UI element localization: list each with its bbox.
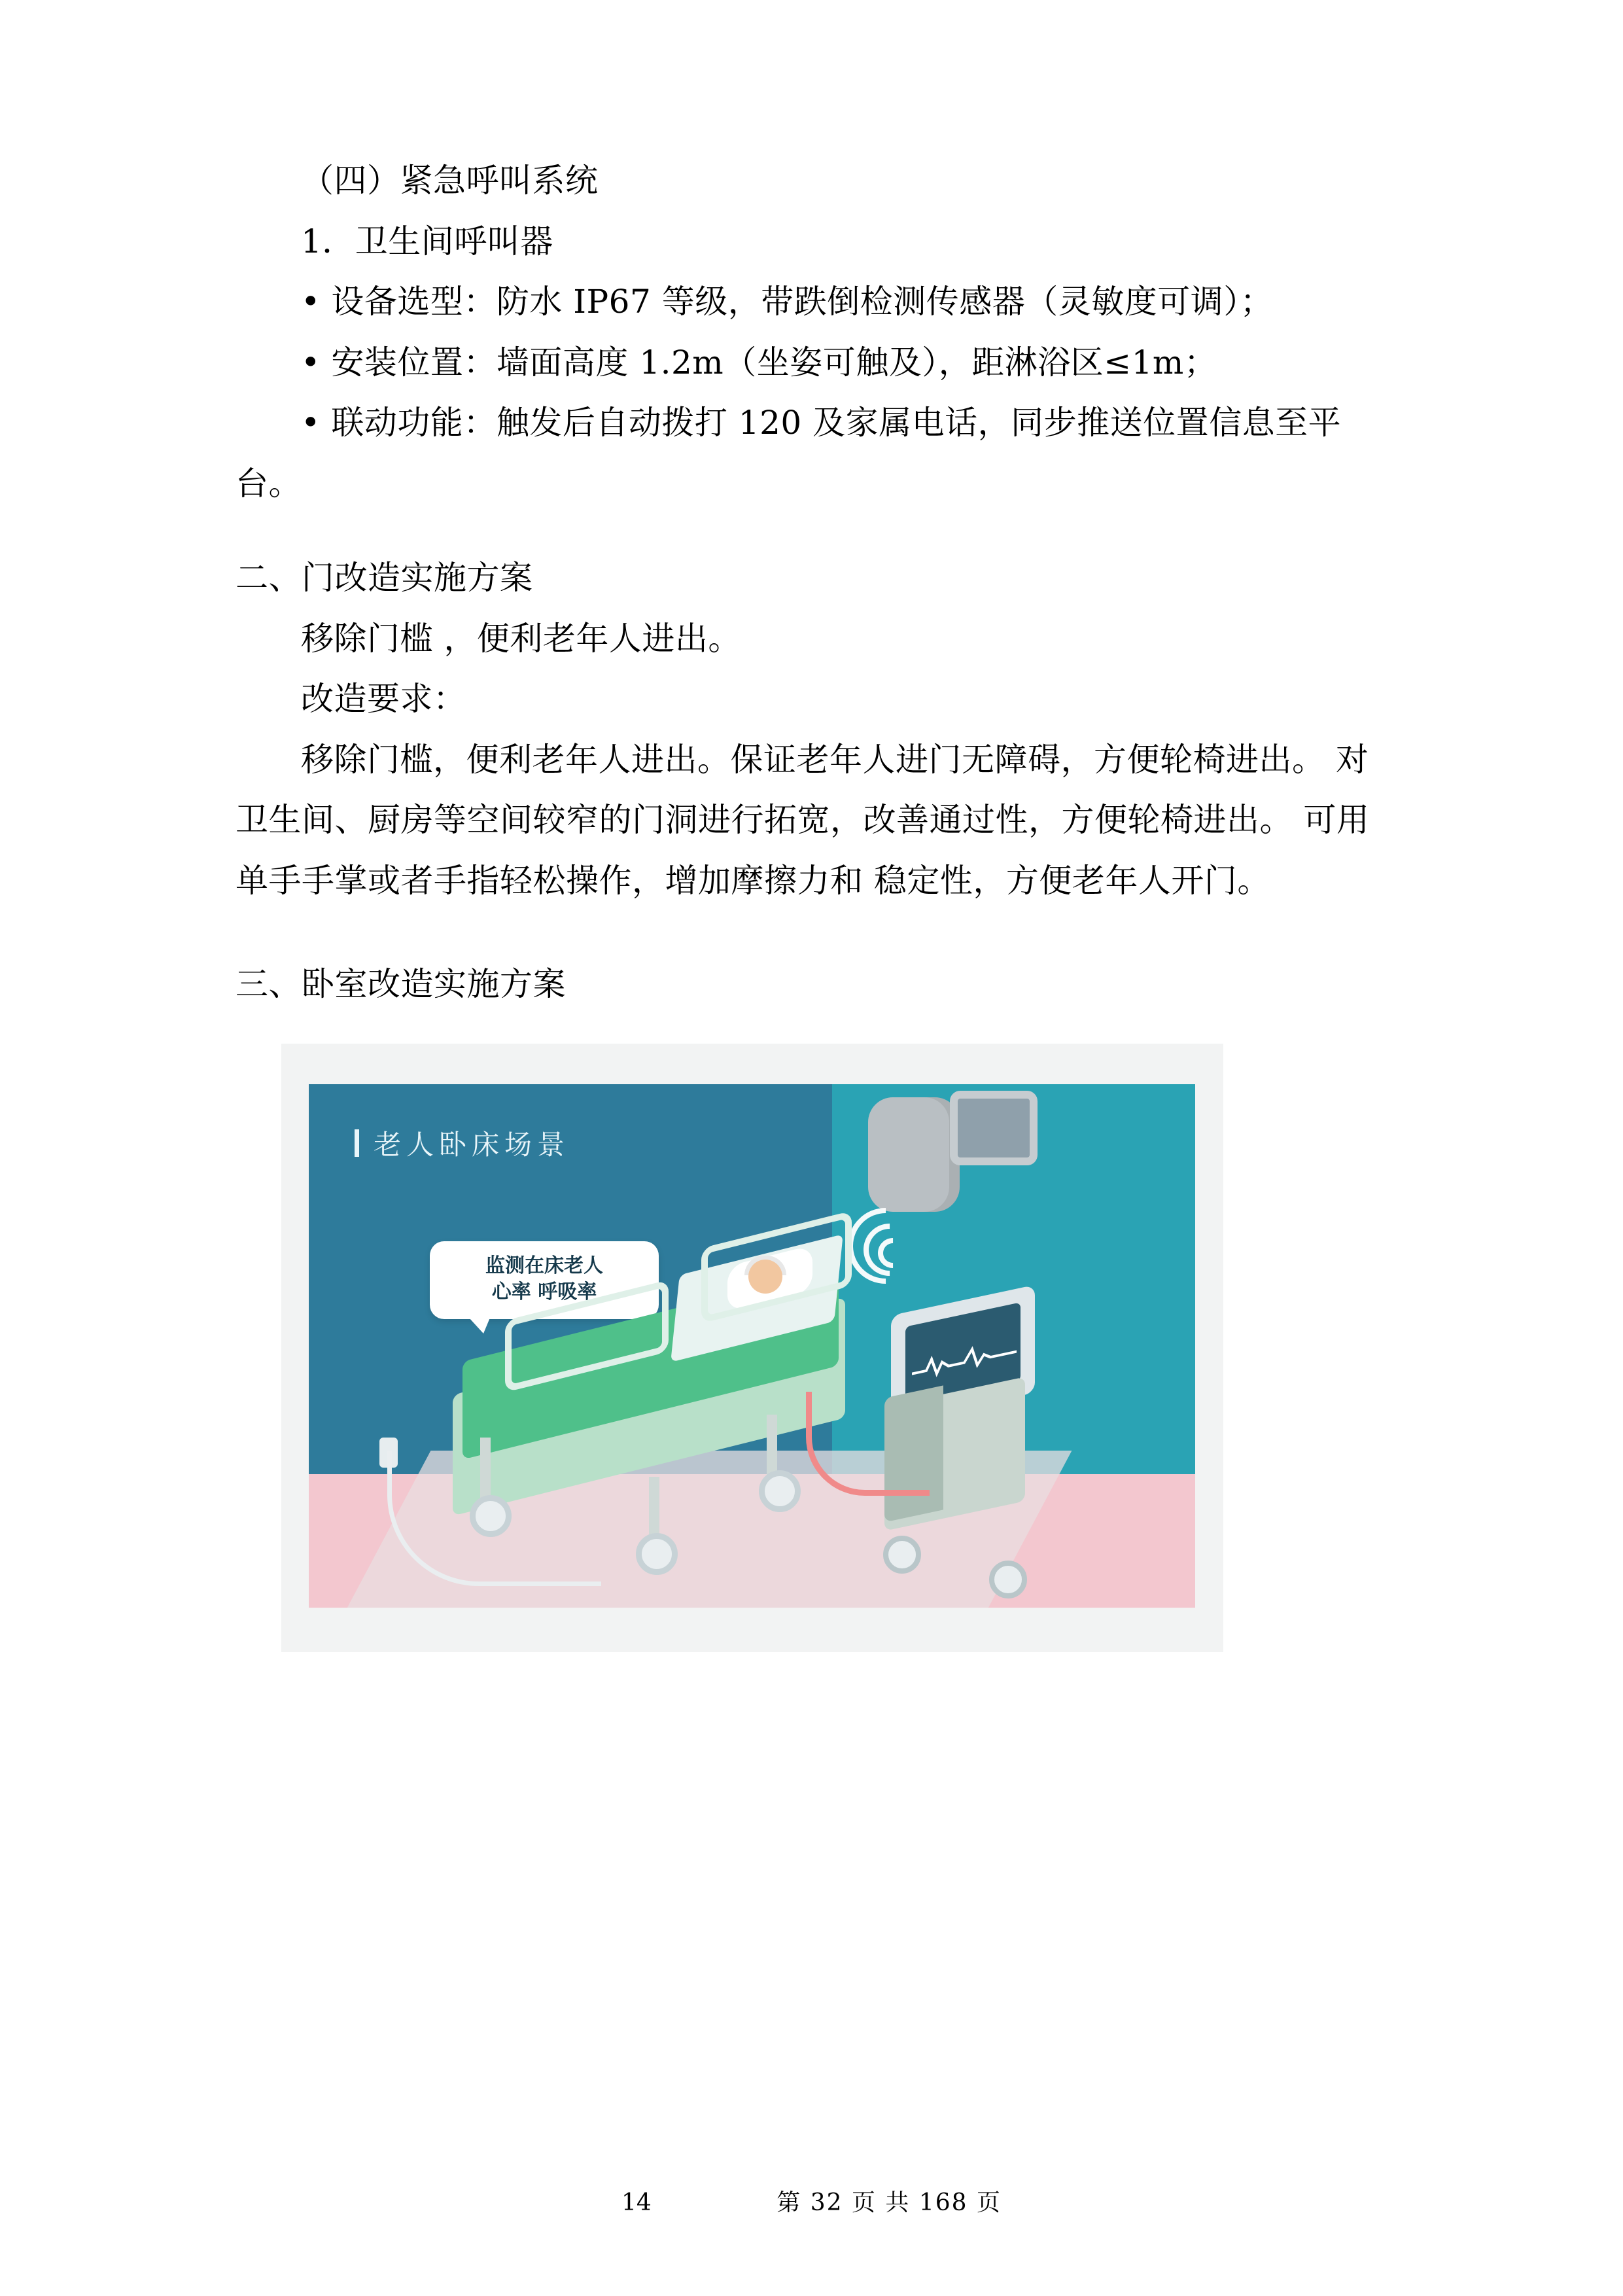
- paragraph-remove-threshold: 移除门槛 ，便利老年人进出。: [301, 619, 741, 658]
- subheading-bathroom-caller: 1．卫生间呼叫器: [301, 222, 553, 260]
- figure-illustration: [309, 1084, 1195, 1608]
- section-heading-door-renovation: 二、门改造实施方案: [236, 559, 533, 597]
- callout-line-2: 心率 呼吸率: [491, 1280, 597, 1303]
- ecg-waveform-icon: [912, 1334, 1017, 1383]
- bed-leg: [767, 1415, 777, 1477]
- cart-wheel: [883, 1536, 921, 1574]
- bullet-device-selection: • 设备选型：防水 IP67 等级，带跌倒检测传感器（灵敏度可调）；: [301, 283, 1274, 321]
- footer-page-indicator: 第 32 页 共 168 页: [777, 2189, 1002, 2216]
- bullet-install-position: • 安装位置：墙面高度 1.2m（坐姿可触及），距淋浴区≤1m；: [301, 343, 1217, 381]
- section-heading-bedroom-renovation: 三、卧室改造实施方案: [236, 965, 566, 1003]
- bed-wheel: [759, 1470, 801, 1512]
- page-footer: [0, 2184, 1623, 2217]
- spacer: [236, 911, 1400, 954]
- bed-wheel: [636, 1533, 678, 1575]
- sensor-wall-mount: [950, 1091, 1038, 1165]
- document-body: [236, 150, 1400, 1652]
- figure-elderly-bed-monitoring: [281, 1044, 1223, 1652]
- paragraph-renovation-requirements-label: 改造要求：: [301, 680, 466, 718]
- caption-text: 老人卧床场景: [374, 1128, 570, 1161]
- caption-accent-bar: [355, 1129, 359, 1157]
- bullet-linkage-function: • 联动功能：触发后自动拨打 120 及家属电话，同步推送位置信息至平 台。: [236, 404, 1342, 503]
- figure-caption: [355, 1123, 570, 1163]
- paragraph-renovation-requirements-body: 移除门槛，便利老年人进出。保证老年人进门无障碍，方便轮椅进出。 对卫生间、厨房等空间较窄的门洞进行拓宽，改善通过性，方便轮椅进出。 可用单手手掌或者手指轻松操作，增加摩擦力和 稳定性，方便老年人开门。: [236, 740, 1370, 900]
- bed-leg: [649, 1477, 659, 1539]
- cart-wheel: [989, 1561, 1027, 1598]
- footer-page-number: 14: [621, 2189, 652, 2216]
- section-heading-emergency-call: （四）紧急呼叫系统: [301, 162, 599, 200]
- callout-line-1: 监测在床老人: [485, 1254, 603, 1277]
- spacer: [236, 514, 1400, 548]
- sensor-cable: [806, 1392, 930, 1496]
